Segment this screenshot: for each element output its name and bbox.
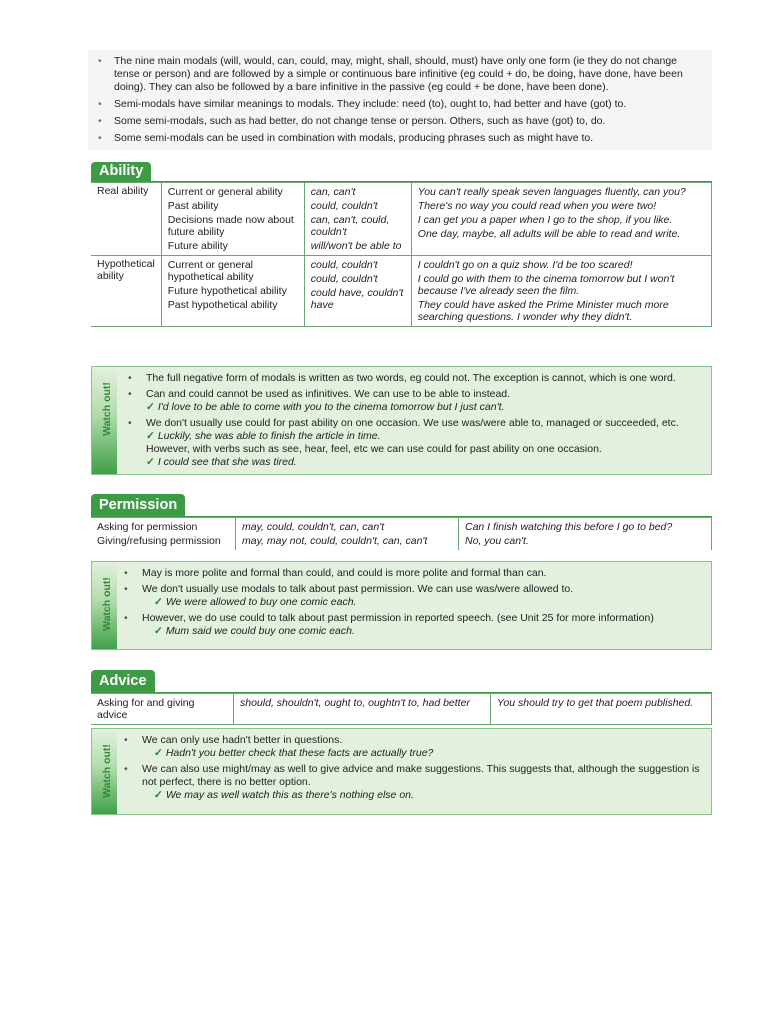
- watch-out-tab: Watch out!: [92, 729, 117, 814]
- intro-item: • Some semi-modals can be used in combination with modals, producing phrases such as might have to.: [114, 132, 704, 145]
- list-item: • The full negative form of modals is written as two words, eg could not. The exception is cannot, which is one word.: [146, 372, 703, 385]
- table-cell: Asking for and giving advice: [91, 694, 234, 725]
- permission-heading: Permission: [91, 494, 185, 516]
- tick-icon: ✓: [146, 456, 155, 468]
- tick-icon: ✓: [146, 401, 155, 413]
- watch-out-box-advice: [91, 728, 712, 815]
- permission-table: [91, 517, 712, 550]
- table-cell: I couldn't go on a quiz show. I'd be too scared! I could go with them to the cinema tomorrow but I won't because I've already seen the film. They could have asked the Prime Minister much more searching questions. I wonder why they didn't.: [411, 256, 711, 327]
- intro-box: [88, 50, 712, 150]
- tick-icon: ✓: [154, 789, 163, 801]
- table-cell: You should try to get that poem published.: [491, 694, 712, 725]
- table-cell: Current or general hypothetical ability Future hypothetical ability Past hypothetical ability: [161, 256, 304, 327]
- table-cell: You can't really speak seven languages fluently, can you? There's no way you could read when you were two! I can get you a paper when I go to the shop, if you like. One day, maybe, all adults will be able to read and write.: [411, 183, 711, 256]
- table-cell: Real ability: [91, 183, 161, 256]
- list-item: • We don't usually use modals to talk about past permission. We can use was/were allowed to. ✓ We were allowed to buy one comic each.: [142, 583, 703, 609]
- table-cell: may, could, couldn't, can, can't may, may not, could, couldn't, can, can't: [236, 518, 459, 551]
- tick-icon: ✓: [154, 747, 163, 759]
- table-cell: Asking for permission Giving/refusing permission: [91, 518, 236, 551]
- list-item: • We don't usually use could for past ability on one occasion. We use was/were able to, managed or succeeded, etc. ✓ Luckily, she was able to finish the article in time. However, with verbs such as see, hear, feel, etc we can use could for past ability on one occasion. ✓ I could see that she was tired.: [146, 417, 703, 469]
- permission-section: [91, 494, 712, 550]
- intro-item: • Semi-modals have similar meanings to modals. They include: need (to), ought to, had better and have (got) to.: [114, 98, 704, 111]
- table-cell: Can I finish watching this before I go to bed? No, you can't.: [459, 518, 712, 551]
- list-item: • We can only use hadn't better in questions. ✓ Hadn't you better check that these facts are actually true?: [142, 734, 703, 760]
- tick-icon: ✓: [146, 430, 155, 442]
- table-cell: Hypothetical ability: [91, 256, 161, 327]
- ability-section: [91, 162, 712, 327]
- intro-item: • Some semi-modals, such as had better, do not change tense or person. Others, such as have (got) to, do.: [114, 115, 704, 128]
- ability-heading: Ability: [91, 162, 151, 181]
- watch-out-tab: Watch out!: [92, 562, 117, 649]
- intro-item: • The nine main modals (will, would, can, could, may, might, shall, should, must) have only one form (ie they do not change tense or person) and are followed by a simple or continuous bare infinitive (eg could + do, be doing, have done, have been doing). They can also be followed by a bare infinitive in the passive (eg could + be done, have been done).: [114, 55, 704, 94]
- tick-icon: ✓: [154, 596, 163, 608]
- table-cell: could, couldn't could, couldn't could have, couldn't have: [304, 256, 411, 327]
- table-cell: should, shouldn't, ought to, oughtn't to, had better: [234, 694, 491, 725]
- advice-section: [91, 670, 712, 725]
- watch-out-box-permission: [91, 561, 712, 650]
- tick-icon: ✓: [154, 625, 163, 637]
- table-cell: Current or general ability Past ability Decisions made now about future ability Future ability: [161, 183, 304, 256]
- ability-table: [91, 182, 712, 327]
- table-cell: can, can't could, couldn't can, can't, could, couldn't will/won't be able to: [304, 183, 411, 256]
- advice-heading: Advice: [91, 670, 155, 692]
- list-item: • May is more polite and formal than could, and could is more polite and formal than can.: [142, 567, 703, 580]
- watch-out-box-ability: [91, 366, 712, 475]
- list-item: • However, we do use could to talk about past permission in reported speech. (see Unit 25 for more information) ✓ Mum said we could buy one comic each.: [142, 612, 703, 638]
- list-item: • Can and could cannot be used as infinitives. We can use to be able to instead. ✓ I'd love to be able to come with you to the cinema tomorrow but I just can't.: [146, 388, 703, 414]
- watch-out-tab: Watch out!: [92, 367, 117, 474]
- list-item: • We can also use might/may as well to give advice and make suggestions. This suggests that, although the suggestion is not perfect, there is no better option. ✓ We may as well watch this as there's nothing else on.: [142, 763, 703, 802]
- advice-table: [91, 693, 712, 725]
